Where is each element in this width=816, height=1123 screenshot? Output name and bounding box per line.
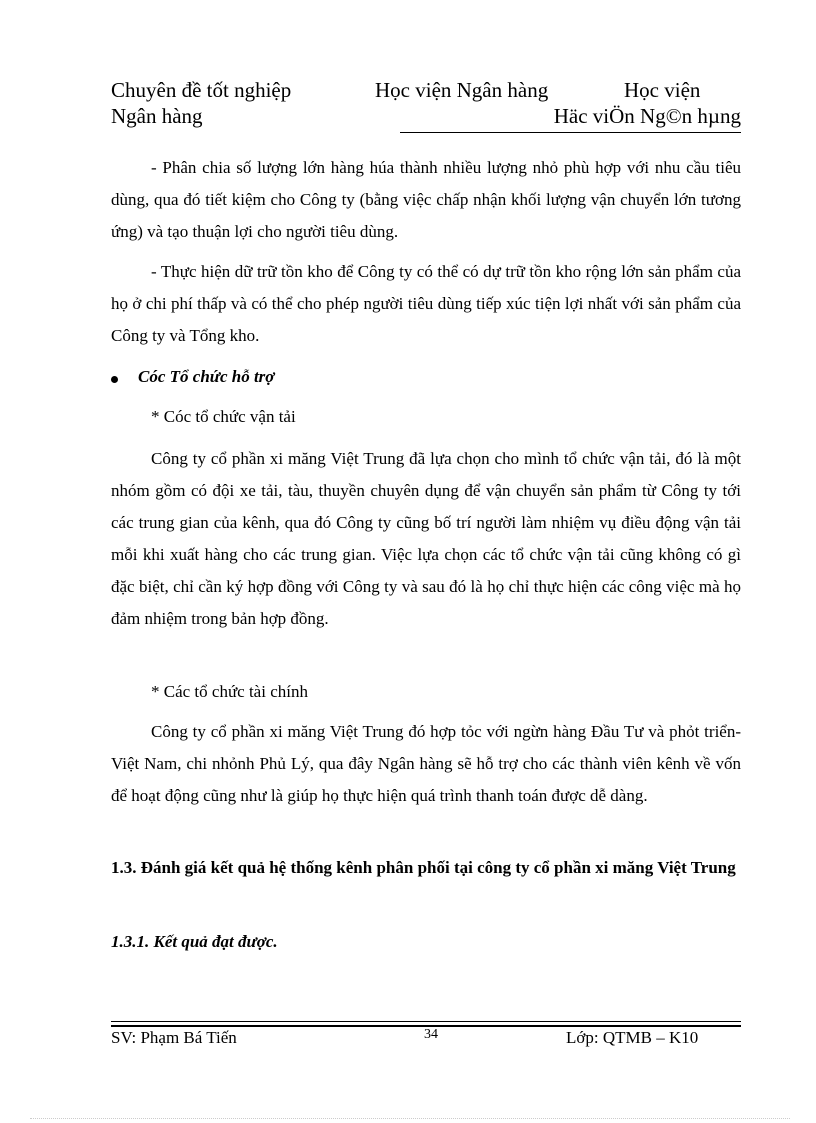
paragraph-finance: Công ty cổ phần xi măng Việt Trung đó hợp tỏc với ngừn hàng Đầu Tư và phỏt triển- Việt Nam, chi nhỏnh Phủ Lý, qua đây Ngân hàng sẽ hỗ trợ cho các thành viên kênh về vốn để hoạt động cũng như là giúp họ thực hiện quá trình thanh toán được dễ dàng. — [111, 722, 741, 805]
header-doc-type: Chuyên đề tốt nghiệp — [111, 78, 292, 102]
page-header — [111, 78, 741, 134]
page-edge-divider — [30, 1118, 790, 1119]
page-number: 34 — [424, 1027, 438, 1042]
subsection-heading: 1.3.1. Kết quả đạt được. — [111, 932, 278, 951]
header-school-garbled: Häc viÖn Ng©n hµng — [553, 104, 741, 128]
footer-student: SV: Phạm Bá Tiến — [111, 1028, 237, 1047]
paragraph-inventory: - Thực hiện dữ trữ tồn kho để Công ty có thể có dự trữ tồn kho rộng lớn sản phẩm của họ ở chi phí thấp và có thể cho phép người tiêu dùng tiếp xúc tiện lợi nhất với sản phẩm của Công ty và Tổng kho. — [111, 262, 741, 345]
bullet-label: Cóc Tổ chức hỗ trợ — [138, 367, 275, 386]
header-rule — [400, 132, 741, 133]
paragraph-divide-goods: - Phân chia số lượng lớn hàng húa thành nhiều lượng nhỏ phù hợp với nhu cầu tiêu dùng, qua đó tiết kiệm cho Công ty (bằng việc chấp nhận khối lượng vận chuyển lớn tương ứng) và tạo thuận lợi cho người tiêu dùng. — [111, 158, 741, 241]
footer-class: Lớp: QTMB – K10 — [566, 1028, 699, 1047]
header-school: Học viện Ngân hàng — [375, 78, 549, 102]
header-school-right: Học viện — [624, 78, 701, 102]
section-heading: 1.3. Đánh giá kết quả hệ thống kênh phân phối tại công ty cổ phần xi măng Việt Trung — [111, 858, 736, 877]
footer-rule-thin — [111, 1021, 741, 1022]
header-school-cont: Ngân hàng — [111, 104, 203, 128]
bullet-dot-icon — [111, 376, 118, 383]
paragraph-transport: Công ty cổ phần xi măng Việt Trung đã lựa chọn cho mình tổ chức vận tải, đó là một nhóm gồm có đội xe tải, tàu, thuyền chuyên dụng để vận chuyển sản phẩm từ Công ty tới các trung gian của kênh, qua đó Công ty cũng bố trí người làm nhiệm vụ điều động vận tải mỗi khi xuất hàng cho các trung gian. Việc lựa chọn các tổ chức vận tải cũng không có gì đặc biệt, chỉ cần ký hợp đồng với Công ty và sau đó là họ chỉ thực hiện các công việc mà họ đảm nhiệm trong bản hợp đồng. — [111, 449, 741, 628]
subsection-transport: * Cóc tổ chức vận tải — [151, 407, 296, 426]
subsection-finance: * Các tổ chức tài chính — [151, 682, 308, 701]
